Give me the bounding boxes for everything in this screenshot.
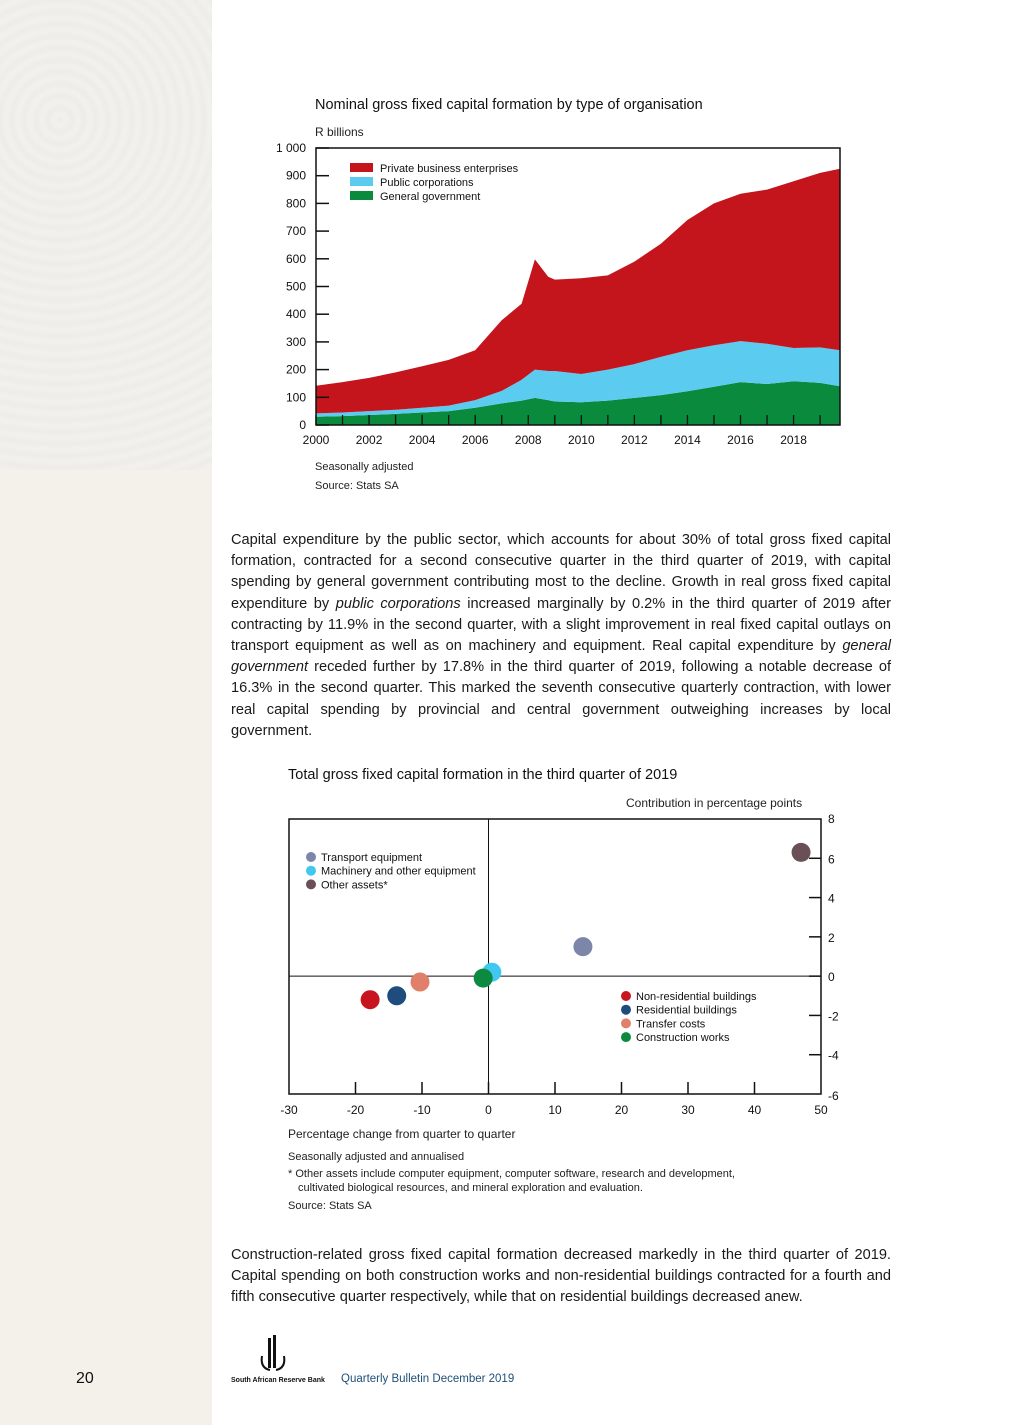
legend-dot	[621, 1032, 631, 1042]
chart2-x-label: Percentage change from quarter to quarter	[288, 1127, 516, 1141]
point-construction-works	[474, 969, 493, 988]
y-tick-label: 500	[285, 279, 306, 294]
x-tick-label: 2010	[567, 433, 595, 447]
chart2-y-label: Contribution in percentage points	[626, 796, 803, 810]
paragraph-1-emphasis-a: public corporations	[335, 595, 461, 612]
legend-label: Transfer costs	[636, 1018, 706, 1031]
chart2-footnote-2: cultivated biological resources, and mineral exploration and evaluation.	[298, 1182, 643, 1194]
legend-label: Transport equipment	[321, 852, 423, 864]
chart2-source: Source: Stats SA	[288, 1200, 372, 1212]
y-tick-label: 0	[299, 418, 306, 432]
legend-label: Public corporations	[380, 177, 474, 189]
y-tick-label: 600	[285, 251, 306, 266]
bank-logo	[256, 1334, 290, 1374]
legend-label: Machinery and other equipment	[321, 865, 476, 878]
publication-title: Quarterly Bulletin December 2019	[341, 1373, 515, 1385]
y-tick-label: 700	[285, 224, 306, 239]
legend-label: Non-residential buildings	[636, 991, 757, 1003]
y-tick-label: 1 000	[275, 141, 306, 155]
chart2-footnote-1: * Other assets include computer equipment, computer software, research and development,	[288, 1168, 735, 1180]
paragraph-1-text-a: Capital expenditure by the public sector, which accounts for about 30% of total gross fixed capital formation, contracted for a second consecutive quarter in the third quarter of 2019, with capital spending by general government contributing most to the decline. Growth in real gross fixed capital expenditure by	[231, 532, 891, 612]
y-tick-label: -2	[828, 1009, 839, 1024]
x-tick-label: 2006	[461, 433, 489, 447]
x-tick-label: 2016	[727, 433, 754, 447]
chart2-note: Seasonally adjusted and annualised	[288, 1151, 465, 1163]
y-tick-label: 400	[285, 307, 306, 322]
x-tick-label: 2012	[621, 433, 648, 447]
point-other-assets	[792, 843, 811, 862]
chart2-title: Total gross fixed capital formation in the third quarter of 2019	[288, 767, 678, 783]
chart1-unit-label: R billions	[315, 125, 364, 139]
y-tick-label: 900	[285, 168, 306, 183]
y-tick-label: -4	[828, 1048, 839, 1063]
y-tick-label: 0	[828, 970, 835, 985]
chart1-note: Seasonally adjusted	[315, 461, 414, 473]
y-tick-label: 8	[828, 812, 835, 826]
x-tick-label: 20	[614, 1103, 629, 1117]
x-tick-label: 2002	[355, 433, 383, 447]
legend-dot	[621, 991, 631, 1001]
x-tick-label: -30	[280, 1103, 298, 1117]
x-tick-label: 40	[747, 1103, 762, 1117]
legend-dot	[621, 1005, 631, 1015]
x-tick-label: -20	[346, 1103, 365, 1117]
legend-label: Other assets*	[321, 879, 388, 892]
x-tick-label: 30	[681, 1103, 695, 1117]
legend-label: Residential buildings	[636, 1004, 737, 1017]
y-tick-label: -6	[828, 1089, 839, 1103]
x-tick-label: 2004	[408, 433, 436, 447]
paragraph-1-text-c: receded further by 17.8% in the third quarter of 2019, following a notable decrease of 16.3% in the second quarter. This marked the seventh consecutive quarterly contraction, with lower real capital spending by provincial and central government outweighing increases by local government.	[231, 659, 891, 739]
y-tick-label: 300	[285, 334, 306, 349]
page-number: 20	[76, 1370, 94, 1387]
point-transport-equipment	[573, 937, 592, 956]
x-tick-label: 10	[548, 1103, 562, 1117]
x-tick-label: -10	[413, 1103, 431, 1117]
x-tick-label: 0	[485, 1103, 492, 1117]
legend-label: Private business enterprises	[380, 163, 519, 175]
point-non-residential-buildings	[361, 990, 380, 1009]
legend-dot	[621, 1018, 631, 1028]
y-tick-label: 2	[828, 930, 835, 945]
legend-dot	[306, 879, 316, 889]
legend-dot	[306, 866, 316, 876]
chart1-source: Source: Stats SA	[315, 480, 399, 492]
y-tick-label: 4	[828, 891, 835, 906]
x-tick-label: 50	[814, 1103, 828, 1117]
y-tick-label: 100	[285, 390, 306, 405]
y-tick-label: 200	[285, 362, 306, 377]
x-tick-label: 2008	[514, 433, 542, 447]
x-tick-label: 2018	[780, 433, 807, 447]
legend-label: Construction works	[636, 1032, 730, 1045]
y-tick-label: 800	[285, 196, 306, 211]
bank-name: South African Reserve Bank	[231, 1377, 325, 1384]
x-tick-label: 2000	[302, 433, 330, 447]
chart1-title: Nominal gross fixed capital formation by type of organisation	[315, 97, 703, 113]
paragraph-1-text-b: increased marginally by 0.2% in the third quarter of 2019 after contracting by 11.9% in the second quarter, with a slight improvement in real fixed capital outlays on transport equipment as well as on machinery and equipment. Real capital expenditure by	[231, 595, 891, 655]
x-tick-label: 2014	[674, 433, 701, 447]
point-transfer-costs	[411, 973, 430, 992]
legend-dot	[306, 852, 316, 862]
point-residential-buildings	[387, 986, 406, 1005]
body-paragraph-2: Construction-related gross fixed capital formation decreased markedly in the third quarter of 2019. Capital spending on both construction works and non-residential buildings contracted for a fourth and fifth consecutive quarter respectively, while that on residential buildings decreased anew.	[231, 1247, 891, 1306]
y-tick-label: 6	[828, 852, 835, 867]
paragraph-1-emphasis-b: general government	[231, 638, 891, 676]
legend-label: General government	[380, 191, 481, 203]
